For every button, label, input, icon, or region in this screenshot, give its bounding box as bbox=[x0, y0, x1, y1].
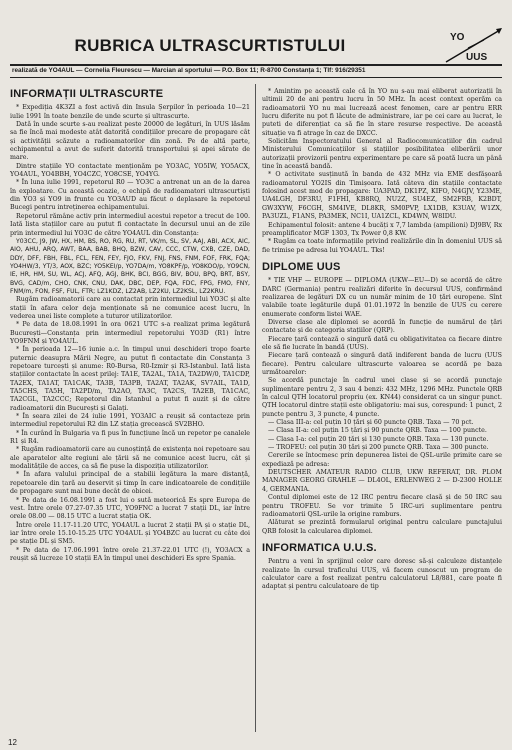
subheader-rule bbox=[10, 77, 502, 78]
section-heading-diplome: DIPLOME UUS bbox=[262, 260, 341, 273]
page-title: RUBRICA ULTRASCURTISTULUI bbox=[74, 36, 346, 55]
left-paragraph: * În seara zilei de 24 iulie 1991, YO3AIC a reușit să contacteze prin intermediul repetorului R2 din LZ stația grecească SV2BHO. bbox=[10, 413, 250, 429]
left-paragraph: * Pe data de 16.08.1991 a fost lui o sută meteorică Es spre Europa de vest. Între orele 07.27-07.35 UTC, YO9FNC a lucrat 7 stații DL, iar între orele 08.00 — 08.15 UTC a lucrat stația OK. bbox=[10, 496, 250, 521]
page-number: 12 bbox=[8, 738, 17, 747]
left-paragraph: * În perioada 12—16 iunie a.c. în timpul unui deschideri tropo foarte puternic deasupra Mării Negre, au putut fi contactate din Constanța 3 repetoare turcești și anume: R0-Bursa, R0-Izmir și R3-Istanbul. Iată lista stațiilor contactate în acest prilej: TA1E, TA2AL, TA1A, TA2DW/0, TA1CDP, TA2EX, TA1AT, TA1CAK, TA3B, TA3PB, TA2AT, TA2AK, SV7AIL, TA1D, TA5CHS, TA5H, TA2PD/m, TA2AO, TA3C, TA2CS, TA2EB, TA1CAC, TA2CGL, TA2CCC; Repetorul din Istanbul a putut fi auzit și de către radioamatorii din București și Galați. bbox=[10, 346, 250, 412]
diploma-paragraph: Contul diplomei este de 12 IRC pentru fiecare clasă și de 50 IRC sau pentru TROFEU. Se vor trimite 5 IRC-uri suplimentare pentru radioamatorii QSL-urile la origine ramburs. bbox=[262, 494, 502, 518]
diploma-paragraph: * TIE VHF — EUROPE — DIPLOMA (UKW—EU—D) se acordă de către DARC (Germania) pentru realizări diferite în decursul UUS, confirmând realizarea de legături DX cu un număr minim de 10 țări europene. Sînt valabile toate legăturile după 01.01.1972 în benzile de UUS cu cerere enumerate conform listei WAE. bbox=[262, 277, 502, 318]
left-paragraph: Rugăm radioamatorii care au contactat prin intermediul lui YO3C și alte stații în afara celor deja menționate să ne comunice acest lucru, în vederea unei liste complete a tuturor utilizatorilor. bbox=[10, 296, 250, 320]
info-paragraph: Pentru a veni în sprijinul celor care doresc să-și calculeze distanțele realizate în cursul traficului UUS, vă facem cunoscut un program de calculator care a fost realizat pentru calculatorul L8/881, care poate fi adaptat și pentru calculatoare de tip bbox=[262, 558, 502, 591]
header-rule bbox=[10, 64, 502, 66]
logo-yo: YO bbox=[450, 32, 465, 43]
callsign-list: Y03CC, J9, JW, HX, HM, BS, RO, RG, RU, RT, VK/m, SL, SV, AAJ, ABI, ACX, AIC, AIO, AHU, ARQ, AWT, BAA, BAB, BHQ, BZW, CAV, CCC, CTW, CXB, CZE, DAD, DDY, DFF, FBH, FBL, FCL, FEN, FEY, FJO, FKV, FNJ, FNS, FNM, FOF, FRK, FQA; YO4HW/3, YT/3, AOX, BZC; YO5KEI/p, YO7DA/m, YO8KPF/p, YO8KOO/p, YO9CN, IE, HR, HM, SU, WL, ACJ, AFQ, AGJ, BHK, BCI, BGG, BIV, BOU, BPQ, BRT, BSY, BVG, CAD/m, CHO, CNK, CNU, DAK, DBC, DEP, FQA, FDC, FPG, FMO, FNY, FNM/m, FON, FSF, FUL, FTR; LZ1KDZ, LZ2AB, LZ2KU, LZ2KSL, LZ2KRU. bbox=[10, 237, 250, 295]
logo-uus: UUS bbox=[466, 52, 488, 63]
right-paragraph: * O activitate susținută în banda de 432 MHz via EME desfășoară radioamatorul YO2IS din Timișoara. Iată câteva din stațiile contactate folosind acest mod de propagare: UA3PAD, DK1PZ, KIFO, N4GJV, Y23ME, UA4LGH, DF3RU, F1FHI, KB8RQ, NU2Z, SU4EZ, SM2FRB, K2BDT, GW3XYW, F6CGH, SM4IVE, DL8KR, SM0PVP, LX1DB, K3UAV, W1ZX, PA3UZL, F1ANS, PA3MEK, NC1I, UA1ZCL, KD4WN, W8IDU. bbox=[262, 171, 502, 221]
left-paragraph: * Pe data de 18.08.1991 în ora 0621 UTC s-a realizat prima legătură București—Constanța prin intermediul repetorului YO3D (R1) între YO9FNM și YO4AUL. bbox=[10, 321, 250, 345]
section-heading-informatii: INFORMAȚII ULTRASCURTE bbox=[10, 88, 164, 100]
left-paragraph: * Expediția 4K3ZI a fost activă din Insula Șerpilor în perioada 10—21 iulie 1991 în toate benzile de unde scurte și ultrascurte. bbox=[10, 104, 250, 120]
diploma-class: — Clasa III-a: cel puțin 10 țări și 60 puncte QRB. Taxa — 70 pct. bbox=[268, 419, 474, 427]
left-paragraph: * În luna iulie 1991, repetorul R0 — YO3C a antrenat un an de la darea în exploatare. Cu această ocazie, o echipă de radioamatori ultrascurtiști din YO3 și YO9 in frunte cu YO3AUD au făcut o deplasare la repetorul Bucegi pentru intreținerea echipamentului. bbox=[10, 179, 250, 212]
left-paragraph: Dată în unde scurte s-au realizat peste 20000 de legături, în UUS lăsăm sa fie încă mai modeste atât datorită condițiilor precare de propagare cât și activității scăzute a radioamatorilor din zonă. Pe de altă parte, echipamentul a avut de suferit datorită transportului și apei sărate de mare. bbox=[10, 121, 250, 162]
left-paragraph: Între orele 11.17-11.20 UTC, YO4AUL a lucrat 2 stații PA și o stație DL, iar între orele 15.10-15.25 UTC YO4AUL și YO4BZC au lucrat cu câte doi pe stație DL și SM5. bbox=[10, 521, 250, 546]
left-paragraph: * În curând în Bulgaria va fi pus în funcțiune încă un repetor pe canalele R1 și R4. bbox=[10, 429, 250, 446]
diploma-paragraph: Cererile se întocmesc prin depunerea listei de QSL-urile primite care se expediază pe adresa: bbox=[262, 452, 502, 468]
right-paragraph: * Rugăm ca toate informațiile privind realizările din în domeniul UUS să fie trimise pe adresa lui YO4AUL. Tks! bbox=[262, 238, 502, 254]
diploma-paragraph: Fiecare țară contează o singură dată cu obligativitatea ca fiecare dintre ele să fie lucrate în bandă (UUS). bbox=[262, 335, 502, 351]
diploma-class: — Clasa I-a: cel puțin 20 țări și 130 puncte QRB. Taxa — 130 puncte. bbox=[268, 435, 489, 443]
left-paragraph: * Rugăm radioamatorii care au cunoștință de existența noi repetoare sau ale aparatelor alte regiuni ale țării să ne comunice acest lucru, cât și modalitățile de acces, ca să fie puse la dispoziția utilizatorilor. bbox=[10, 446, 250, 471]
left-paragraph: * Pe data de 17.06.1991 între orele 21.37-22.01 UTC (!), YO3ACX a reușit să lucreze 10 stații EA în timpul unei deschideri Es spre Spania. bbox=[10, 546, 250, 562]
author-line: realizată de YO4AUL — Cornelia Fleurescu — Marcian al sportului — P.O. Box 11; R-8700 Constanța 1; Tlf: 916/29351 bbox=[12, 67, 366, 74]
right-paragraph: * Amintim pe această cale că în YO nu s-au mai eliberat autorizații în ultimii 20 de ani pentru lucru în 50 MHz. În acest context operăm ca radioamatorii YO nu mai lucrează acest fenomen, care ar pentru ERR lucru diferite nu pot fi lăcute de administrare, iar pe cei care au lucrat, le puteti de diferențiat ca să fie în stare resurse respective. De această situație va fi atrage în caz de DXCC. bbox=[262, 88, 502, 137]
diploma-address: DEUTSCHER AMATEUR RADIO CLUB, UKW REFERAT, DR. PLOM MANAGER GEORG GRAHLE — DL4OL, ERLENWEG 2 — D-2300 HOLLE 4, GERMANIA. bbox=[262, 469, 502, 493]
page-header bbox=[0, 0, 512, 63]
diploma-class: — Clasa II-a: cel puțin 15 țări și 90 puncte QRB. Taxa — 100 puncte. bbox=[268, 427, 487, 435]
section-heading-informatica: INFORMATICA U.U.S. bbox=[262, 541, 377, 554]
diploma-paragraph: Se acordă punctaje în cadrul unei clase și se acordă punctaje suplimentare pentru 2, 3 sau 4 benzi: 432 MHz, 1296 MHz. Punctele QRB în calcul QTH locatorul propriu (ex. KN44) considerat ca un singur punct. QTH locatorul dintre stații este obligatoriu: mai sus, corespund: 1 punct, 2 puncte pentru 3, 3 puncte, 4 puncte. bbox=[262, 377, 502, 418]
right-paragraph: Echipamentul folosit: antene 4 bucăți x 7,7 lambda (ampilioni) DJ9BV, Rx preamplificator MGF 1303, Tx Power 0,8 KW. bbox=[262, 221, 502, 237]
diploma-paragraph: Fiecare țară contează o singură dată indiferent banda de lucru (UUS fiecare). Pentru calculare ultrascurte valoarea se acordă pe baza următoarelor: bbox=[262, 352, 502, 376]
right-column bbox=[262, 88, 502, 592]
right-paragraph: Solicităm Inspectoratului General al Radiocomunicațiilor din cadrul Ministerului Comunicațiilor și stațiilor posibilitatea eliberării unor autorizații provizorii pentru experimentare pe care să poată lucra un până tine în această bandă. bbox=[262, 138, 502, 171]
yo-uus-logo bbox=[440, 26, 506, 66]
left-paragraph: Dintre stațiile YO contactate menționăm pe YO3AC, YO5IW, YO5ACX, YO4AUL, YO4BBH, YO4CZC, YO8CSE, YO4YG. bbox=[10, 162, 250, 179]
left-column bbox=[10, 88, 250, 563]
left-paragraph: * În afara valului principal de a stabilii legătura la mare distanță, repetoarele din țară au deservit și timp în care indicatoarele de condițiile de propagare sunt mai bune decât de obicei. bbox=[10, 471, 250, 496]
diploma-paragraph: Alăturat se prezintă formularul original pentru calculare punctajului QRB folosit la calcularea diplomei. bbox=[262, 519, 502, 535]
diploma-paragraph: Diverse clase ale diplomei se acordă în funcție de numărul de țări contactate și de categoria stațiilor (QRP). bbox=[262, 318, 502, 335]
left-paragraph: Repetorul rămâne activ prin intermediul acestui repetor a trecut de 100. Iată lista stațiilor care au putut fi contactate în decursul unui an de zile prin intermediul lui YO3C de către YO4AUL din Constanța: bbox=[10, 212, 250, 237]
column-divider bbox=[255, 84, 256, 732]
diploma-class: — TROFEU: cel puțin 30 țări și 200 puncte QRB. Taxa — 300 puncte. bbox=[268, 444, 489, 452]
